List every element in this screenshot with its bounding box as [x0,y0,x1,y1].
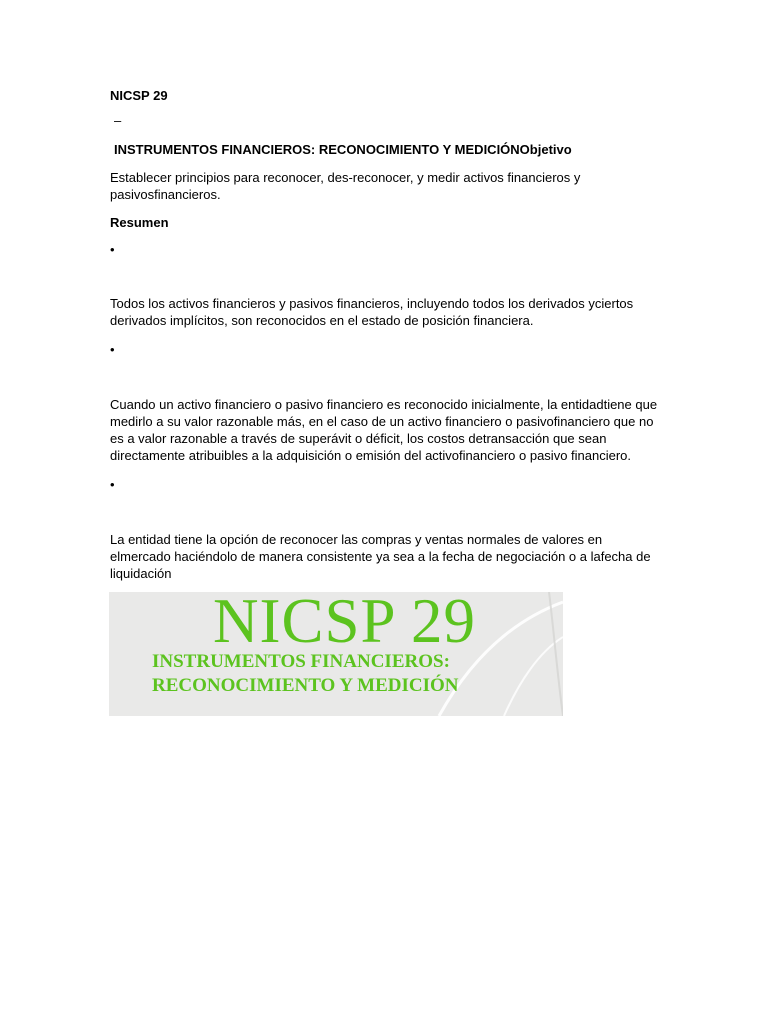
banner-subtitle-line-1: INSTRUMENTOS FINANCIEROS: [152,651,450,672]
nicsp-banner-image [109,592,563,716]
title-dash: – [114,113,122,128]
bullet-icon: • [110,477,115,492]
summary-point-2: Cuando un activo financiero o pasivo financiero es reconocido inicialmente, la entidadtiene que medirlo a su valor razonable más, en el caso de un activo financiero o pasivofinanciero que no es a valor razonable a través de superávit o déficit, los costos detransacción que sean directamente atribuibles a la adquisición o emisión del activofinanciero o pasivo financiero. [110,397,658,463]
banner-title: NICSP 29 [213,592,476,656]
objective-paragraph: Establecer principios para reconocer, des-reconocer, y medir activos financieros y pasivosfinancieros. [110,170,581,202]
summary-point-3: La entidad tiene la opción de reconocer las compras y ventas normales de valores en elmercado haciéndolo de manera consistente ya sea a la fecha de negociación o a lafecha de liquidación [110,532,651,581]
summary-heading: Resumen [110,215,169,230]
bullet-icon: • [110,242,115,257]
banner-subtitle-line-2: RECONOCIMIENTO Y MEDICIÓN [152,675,459,696]
document-subtitle: INSTRUMENTOS FINANCIEROS: RECONOCIMIENTO Y MEDICIÓNObjetivo [114,142,572,157]
bullet-icon: • [110,342,115,357]
document-title: NICSP 29 [110,88,168,103]
summary-point-1: Todos los activos financieros y pasivos financieros, incluyendo todos los derivados yciertos derivados implícitos, son reconocidos en el estado de posición financiera. [110,296,634,328]
